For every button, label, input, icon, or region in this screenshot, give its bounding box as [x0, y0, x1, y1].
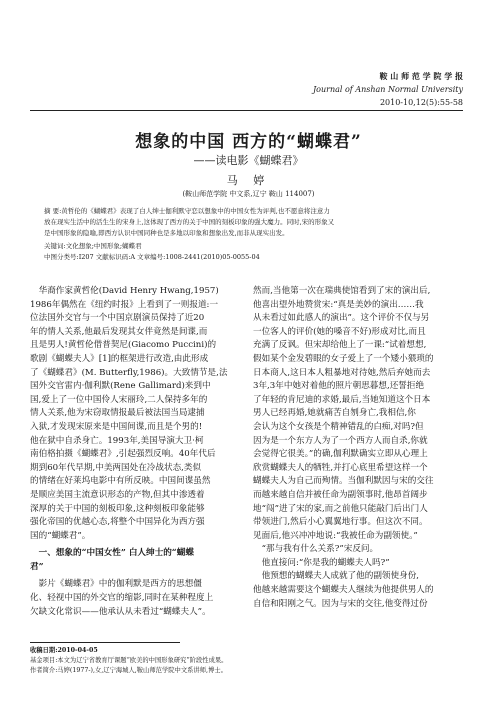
abstract-line: 放在现实生活中的活生生的宋身上,这体现了西方的关于中国的刻板印象的强大魔力。同时,宋的形象又	[44, 218, 335, 226]
body-line: 的情绪在好莱坞电影中有所反映。中国间谍虽然	[30, 476, 211, 487]
body-line: 且是男人!黄哲伦借普契尼(Giacomo Puccini)的	[30, 340, 217, 351]
body-line: 情人关系,他为宋窃取情报最后被法国当局逮捕	[30, 408, 205, 419]
body-line: 位法国外交官与一个中国京剧演员保持了近20	[30, 313, 205, 324]
body-line: 带领进门,然后小心翼翼地行事。但这次不同。	[253, 517, 428, 528]
body-line: 因为是一个东方人为了一个西方人而自杀,你就	[253, 435, 428, 446]
body-line: 化、轻视中国的外交官的缩影,同时在某种程度上	[30, 593, 214, 604]
journal-name-en: Journal of Anshan Normal University	[312, 85, 463, 94]
body-line: 期到60年代早期,中美两国处在冷战状态,类似	[30, 462, 202, 473]
body-line: 南伯格拍摄《蝴蝶君》,引起强烈反响。40年代后	[30, 449, 216, 460]
body-line: 深厚的关于中国的刻板印象,这种刻板印象能够	[30, 503, 205, 514]
body-right-column	[253, 285, 463, 611]
body-line: “那与我有什么关系?”宋反问。	[261, 544, 379, 555]
keywords: 关键词:文化想象;中国形象;蝴蝶君	[44, 242, 142, 250]
funding: 基金项目:本文为辽宁省教育厅课题“欧美的中国形象研究”阶段性成果。	[30, 657, 228, 664]
body-line: 国,爱上了一位中国伶人宋丽玲,二人保持多年的	[30, 394, 208, 405]
body-line: 强化帝国的优越心态,将整个中国异化为西方强	[30, 517, 205, 528]
body-line: 是顺应美国主流意识形态的产物,但其中渗透着	[30, 489, 205, 500]
body-line: 假如某个金发碧眼的女子爱上了一个矮小猥琐的	[253, 353, 434, 364]
body-line: 从未看过如此感人的演出”。这个评价不仅与另	[253, 313, 430, 324]
body-line: 地“闯”进了宋的家,而之前他只能敲门后出门人	[253, 503, 428, 514]
received-date: 收稿日期:2010-04-05	[30, 647, 98, 654]
body-line: 歌剧《蝴蝶夫人》[1]的框架进行改造,由此形成	[30, 353, 209, 364]
author-affiliation: (鞍山师范学院 中文系,辽宁 鞍山 114007)	[182, 190, 315, 198]
body-line: 会认为这个女孩是个精神错乱的白痴,对吗?但	[253, 421, 424, 432]
body-line: 国外交官雷内·伽利默(Rene Gallimard)来到中	[30, 381, 211, 392]
body-left-column	[30, 285, 235, 619]
section-heading: 一、想象的“中国女性” 白人绅士的“蝴蝶	[38, 548, 194, 559]
body-line: 了年轻的肯尼迪的求婚,最后,当她知道这个日本	[253, 394, 431, 405]
body-line: 国的“蝴蝶君”。	[30, 530, 91, 541]
footnotes	[30, 646, 463, 676]
abstract-line: 摘 要:黄哲伦的《蝴蝶君》表现了白人绅士伽利默守恋以想象中的中国女性为评判,也不愿意将注意力	[44, 207, 330, 215]
body-line: 一位客人的评价(她的嗓音不好)形成对比,而且	[253, 326, 426, 337]
author-bio: 作者简介:马婷(1977-),女,辽宁海城人,鞍山师范学院中文系讲师,博士。	[30, 667, 227, 674]
body-line: 然而,当他第一次在瑞典使馆看到了宋的演出后,	[253, 286, 431, 296]
classification: 中图分类号:I207 文献标识码:A 文章编号:1008-2441(2010)05-0055-04	[44, 253, 260, 261]
body-line: 欠缺文化常识——他承认从未看过“蝴蝶夫人”。	[30, 606, 211, 617]
journal-name-cn: 鞍 山 师 范 学 院 学 报	[379, 71, 463, 81]
journal-issue: 2010-10,12(5):55-58	[379, 98, 463, 107]
author-name: 马 婷	[226, 174, 271, 187]
body-line: 蝴蝶夫人为自己而殉情。当伽利默因与宋的交往	[253, 476, 434, 487]
body-line: 影片《蝴蝶君》中的伽利默是西方的思想僵	[38, 579, 202, 590]
body-line: 他越来越需要这个蝴蝶夫人继续为他提供男人的	[253, 585, 434, 596]
body-line: 自信和阳刚之气。因为与宋的交往,他变得过份	[253, 598, 428, 609]
body-line: 年的情人关系,他最后发现其女伴竟然是间谍,而	[30, 326, 208, 337]
abstract-line: 是中国形象的隐喻,即西方认识中国同种也是多地以印象和想象出发,而非从现实出发。	[44, 229, 289, 237]
article-subtitle: ——读电影《蝴蝶君》	[193, 154, 304, 167]
body-line: 充满了反讽。但宋却给他上了一课:“试着想想,	[253, 340, 427, 351]
body-line: 他在狱中自杀身亡。1993年,美国导演大卫·柯	[30, 435, 204, 446]
body-line: 了《蝴蝶君》(M. Butterfly,1986)。大致情节是,法	[30, 367, 228, 378]
abstract	[44, 206, 453, 263]
body-line: 入狱,才发现宋原来是中国间谍,而且是个男的!	[30, 421, 203, 432]
body-line: 会觉得它很美。”的确,伽利默确实立即从心理上	[253, 449, 428, 460]
body-line: 欣赏蝴蝶夫人的牺牲,并打心底里希望这样一个	[253, 462, 428, 473]
body-line: 他预想的蝴蝶夫人成就了他的副领使身份,	[261, 571, 420, 582]
body-line: 他直接问:“你是我的蝴蝶夫人吗?”	[261, 557, 390, 568]
body-line: 见面后,他兴冲冲地说:“我被任命为副领使。”	[253, 530, 418, 541]
body-line: 日本商人,这日本人粗暴地对待她,然后弃她而去	[253, 367, 431, 378]
body-line: 华裔作家黄哲伦(David Henry Hwang,1957)	[38, 286, 219, 296]
body-line: 男人已经再婚,她就痛苦自刎身亡,我相信,你	[253, 408, 416, 419]
body-line: 1986年偶然在《纽约时报》上看到了一则报道:一	[30, 299, 219, 310]
header-rule	[30, 110, 463, 111]
body-line: 而越来越自信并被任命为副领事时,他昂首阔步	[253, 489, 428, 500]
section-heading: 君”	[30, 561, 44, 572]
journal-header	[313, 70, 463, 109]
body-line: 他喜出望外地赞赏宋:“真是美妙的演出……我	[253, 299, 424, 310]
body-line: 3年,3年中她对着他的照片朝思暮想,还誓拒绝	[253, 381, 425, 392]
footnote-rule	[30, 642, 180, 643]
article-title: 想象的中国 西方的“蝴蝶君”	[135, 132, 362, 152]
